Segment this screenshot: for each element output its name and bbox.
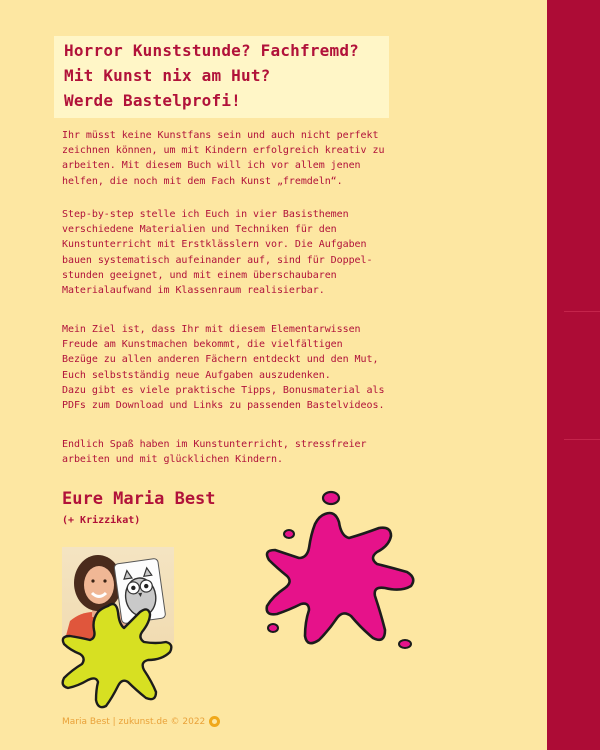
body-paragraph-4: Endlich Spaß haben im Kunstunterricht, stressfreier arbeiten und mit glücklichen Kindern.	[62, 439, 367, 466]
signature-name: Eure Maria Best	[62, 489, 216, 509]
body-paragraph-2: Step-by-step stelle ich Euch in vier Basisthemen verschiedene Materialien und Techniken für den Kunstunterricht mit Erstklässlern vor. Die Aufgaben bauen systematisch aufeinander auf, sind für Doppel- stunden geeignet, und mit einem überschaubaren Materialaufwand im Klassenraum realisierbar.	[62, 209, 373, 297]
body-paragraph-1: Ihr müsst keine Kunstfans sein und auch nicht perfekt zeichnen können, um mit Kindern erfolgreich kreativ zu arbeiten. Mit diesem Buch will ich vor allem jenen helfen, die noch mit dem Fach Kunst „fremdeln“.	[62, 130, 385, 187]
zukunst-logo-icon	[209, 716, 220, 727]
magenta-paint-splash	[255, 488, 425, 666]
signature-addition: (+ Krizzikat)	[62, 515, 141, 526]
book-spine	[547, 0, 600, 750]
headline-line-2: Mit Kunst nix am Hut?	[64, 66, 271, 85]
footer-credit	[62, 716, 220, 727]
spine-divider-line	[564, 439, 600, 440]
body-paragraph-3: Mein Ziel ist, dass Ihr mit diesem Elementarwissen Freude am Kunstmachen bekommt, die vielfältigen Bezüge zu allen anderen Fächern entdeckt und den Mut, Euch selbstständig neue Aufgaben auszudenken. Dazu gibt es viele praktische Tipps, Bonusmaterial als PDFs zum Download und Links zu passenden Bastelvideos.	[62, 324, 385, 412]
footer-text: Maria Best | zukunst.de © 2022	[62, 716, 206, 727]
spine-divider-line	[564, 311, 600, 312]
yellow-paint-splash	[58, 598, 174, 710]
headline-box	[54, 36, 389, 118]
headline-line-1: Horror Kunststunde? Fachfremd?	[64, 41, 359, 60]
headline-line-3: Werde Bastelprofi!	[64, 91, 241, 110]
